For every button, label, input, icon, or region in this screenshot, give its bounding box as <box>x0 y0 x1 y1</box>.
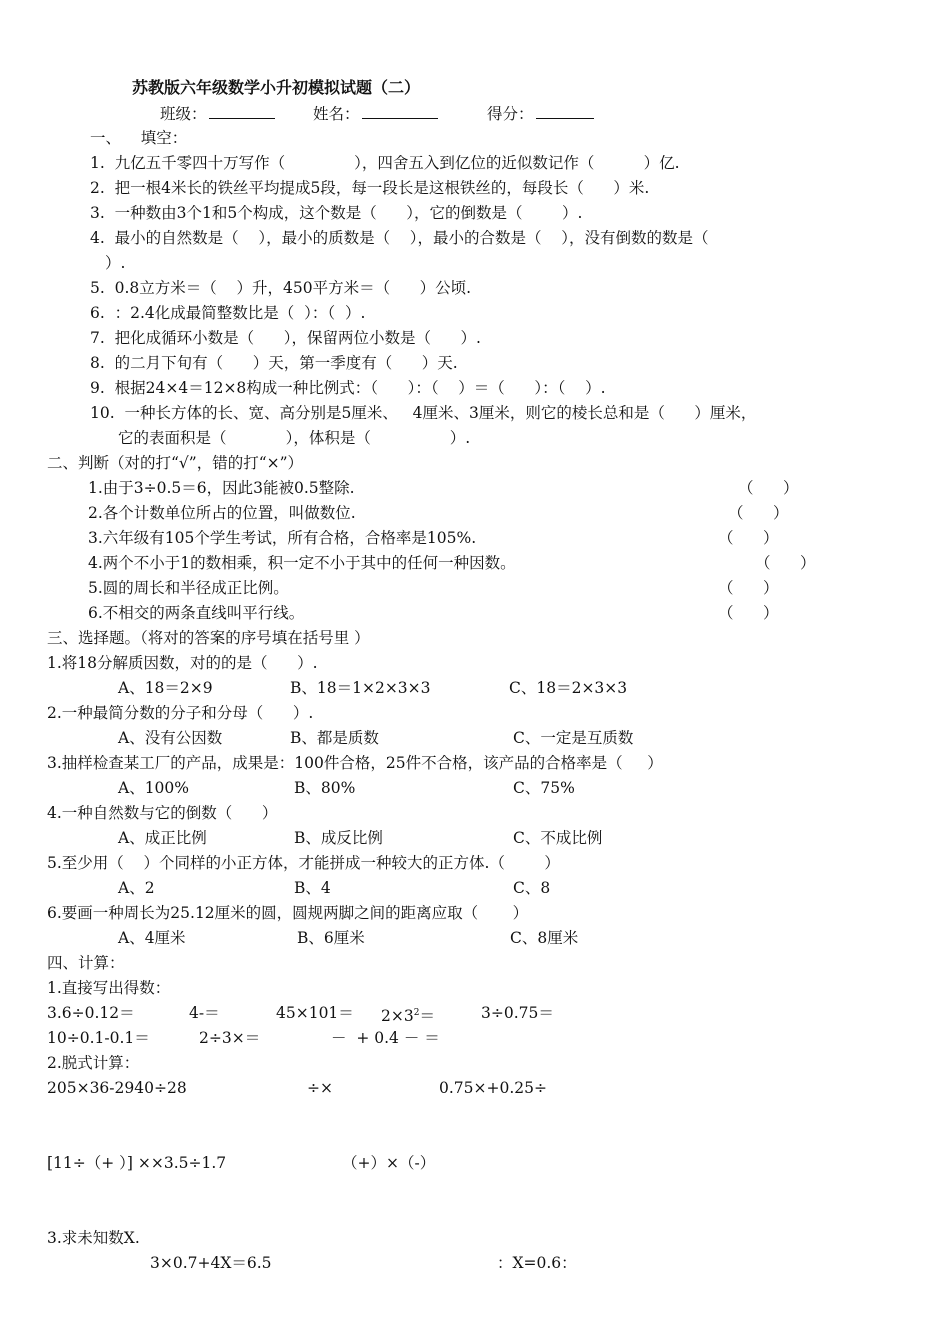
choice-question: 6.要画一种周长为25.12厘米的圆，圆规两脚之间的距离应取（ ） <box>47 904 529 922</box>
choice-option-a[interactable]: A、18＝2×9 <box>118 679 213 697</box>
choice-option-a[interactable]: A、100% <box>118 779 190 797</box>
calc-expression: 3÷0.75＝ <box>481 1004 554 1022</box>
fill-item-continuation: ）. <box>105 254 126 272</box>
calc-equation: 3×0.7+4X＝6.5 <box>150 1254 272 1272</box>
calc-expression: 205×36-2940÷28 <box>47 1079 187 1097</box>
name-blank[interactable] <box>362 103 438 119</box>
choice-question: 2.一种最简分数的分子和分母（ ）. <box>47 704 314 722</box>
name-field: 姓名： <box>313 103 438 124</box>
judge-answer-box[interactable]: （ ） <box>718 529 779 547</box>
choice-option-a[interactable]: A、没有公因数 <box>118 729 223 747</box>
calc-expression: [11÷（+ ）] ××3.5÷1.7 <box>47 1154 227 1172</box>
calc-expression: 4-＝ <box>189 1004 220 1022</box>
choice-option-b[interactable]: B、80% <box>294 779 356 797</box>
choice-option-b[interactable]: B、成反比例 <box>294 829 383 847</box>
judge-answer-box[interactable]: （ ） <box>755 554 816 572</box>
choice-option-c[interactable]: C、18＝2×3×3 <box>509 679 628 697</box>
calc-expression: 10÷0.1-0.1＝ <box>47 1029 150 1047</box>
choice-option-b[interactable]: B、6厘米 <box>297 929 365 947</box>
calc-expression: 45×101＝ <box>276 1004 354 1022</box>
class-blank[interactable] <box>209 103 275 119</box>
choice-option-a[interactable]: A、2 <box>118 879 155 897</box>
fill-item: 7. 把化成循环小数是（ ），保留两位小数是（ ）. <box>90 329 481 347</box>
fill-item: 10. 一种长方体的长、宽、高分别是5厘米、 4厘米、3厘米，则它的棱长总和是（ ）厘米， <box>90 404 757 422</box>
section-choice-heading: 三、选择题。（将对的答案的序号填在括号里 ） <box>47 629 370 647</box>
choice-option-b[interactable]: B、4 <box>294 879 331 897</box>
choice-option-b[interactable]: B、都是质数 <box>290 729 379 747</box>
choice-option-a[interactable]: A、4厘米 <box>118 929 186 947</box>
fill-item: 6. ：2.4化成最简整数比是（ ）：（ ）. <box>90 304 366 322</box>
choice-option-c[interactable]: C、75% <box>513 779 575 797</box>
choice-option-c[interactable]: C、8厘米 <box>510 929 579 947</box>
judge-item: 2.各个计数单位所占的位置，叫做数位. <box>88 504 356 522</box>
judge-item: 3.六年级有105个学生考试，所有合格，合格率是105%. <box>88 529 477 547</box>
choice-option-c[interactable]: C、一定是互质数 <box>513 729 634 747</box>
fill-item: 9. 根据24×4＝12×8构成一种比例式：（ ）：（ ）＝（ ）：（ ）. <box>90 379 606 397</box>
judge-answer-box[interactable]: （ ） <box>718 579 779 597</box>
section-judge-heading: 二、判断（对的打“√”，错的打“×”） <box>47 454 304 472</box>
choice-option-a[interactable]: A、成正比例 <box>118 829 207 847</box>
section-fill-heading: 一、 填空： <box>90 129 188 147</box>
calc-expression: 3.6÷0.12＝ <box>47 1004 135 1022</box>
choice-option-c[interactable]: C、不成比例 <box>513 829 603 847</box>
choice-question: 1.将18分解质因数，对的的是（ ）. <box>47 654 318 672</box>
calc-expression: ÷× <box>307 1079 333 1097</box>
choice-option-c[interactable]: C、8 <box>513 879 551 897</box>
judge-item: 4.两个不小于1的数相乘，积一定不小于其中的任何一种因数。 <box>88 554 516 572</box>
calc-expression: （+）×（-） <box>342 1154 436 1172</box>
calc-expression: 0.75×+0.25÷ <box>439 1079 547 1097</box>
score-field: 得分： <box>487 103 594 124</box>
fill-item: 5. 0.8立方米＝（ ）升，450平方米＝（ ）公顷. <box>90 279 472 297</box>
judge-answer-box[interactable]: （ ） <box>738 479 799 497</box>
calc-sub-heading: 1.直接写出得数： <box>47 979 171 997</box>
score-blank[interactable] <box>536 103 594 119</box>
fill-item-continuation: 它的表面积是（ ），体积是（ ）. <box>118 429 471 447</box>
fill-item: 3. 一种数由3个1和5个构成，这个数是（ ），它的倒数是（ ）. <box>90 204 583 222</box>
exponent: 2 <box>413 1008 420 1018</box>
class-field: 班级： <box>160 103 275 124</box>
calc-sub-heading: 3.求未知数X. <box>47 1229 140 1247</box>
fill-item: 2. 把一根4米长的铁丝平均提成5段，每一段长是这根铁丝的，每段长（ ）米. <box>90 179 650 197</box>
fill-item: 8. 的二月下旬有（ ）天，第一季度有（ ）天. <box>90 354 458 372</box>
fill-item: 1. 九亿五千零四十万写作（ ），四舍五入到亿位的近似数记作（ ）亿. <box>90 154 680 172</box>
section-calc-heading: 四、计算： <box>47 954 125 972</box>
page-title: 苏教版六年级数学小升初模拟试题（二） <box>132 78 421 97</box>
calc-equation: ：X=0.6： <box>497 1254 577 1272</box>
judge-answer-box[interactable]: （ ） <box>718 604 779 622</box>
choice-question: 3.抽样检查某工厂的产品，成果是：100件合格，25件不合格，该产品的合格率是（ ） <box>47 754 663 772</box>
choice-question: 5.至少用（ ）个同样的小正方体，才能拼成一种较大的正方体.（ ） <box>47 854 560 872</box>
choice-option-b[interactable]: B、18＝1×2×3×3 <box>290 679 431 697</box>
judge-answer-box[interactable]: （ ） <box>728 504 789 522</box>
calc-expression: 2÷3×＝ <box>199 1029 261 1047</box>
calc-sub-heading: 2.脱式计算： <box>47 1054 140 1072</box>
judge-item: 6.不相交的两条直线叫平行线。 <box>88 604 305 622</box>
fill-item: 4. 最小的自然数是（ ），最小的质数是（ ），最小的合数是（ ），没有倒数的数是（ <box>90 229 709 247</box>
judge-item: 1.由于3÷0.5＝6，因此3能被0.5整除. <box>88 479 355 497</box>
choice-question: 4.一种自然数与它的倒数（ ） <box>47 804 278 822</box>
calc-expression: $2\times 3^2=$ <box>381 1007 435 1025</box>
judge-item: 5.圆的周长和半径成正比例。 <box>88 579 289 597</box>
calc-expression: － + 0.4 － ＝ <box>331 1029 440 1047</box>
